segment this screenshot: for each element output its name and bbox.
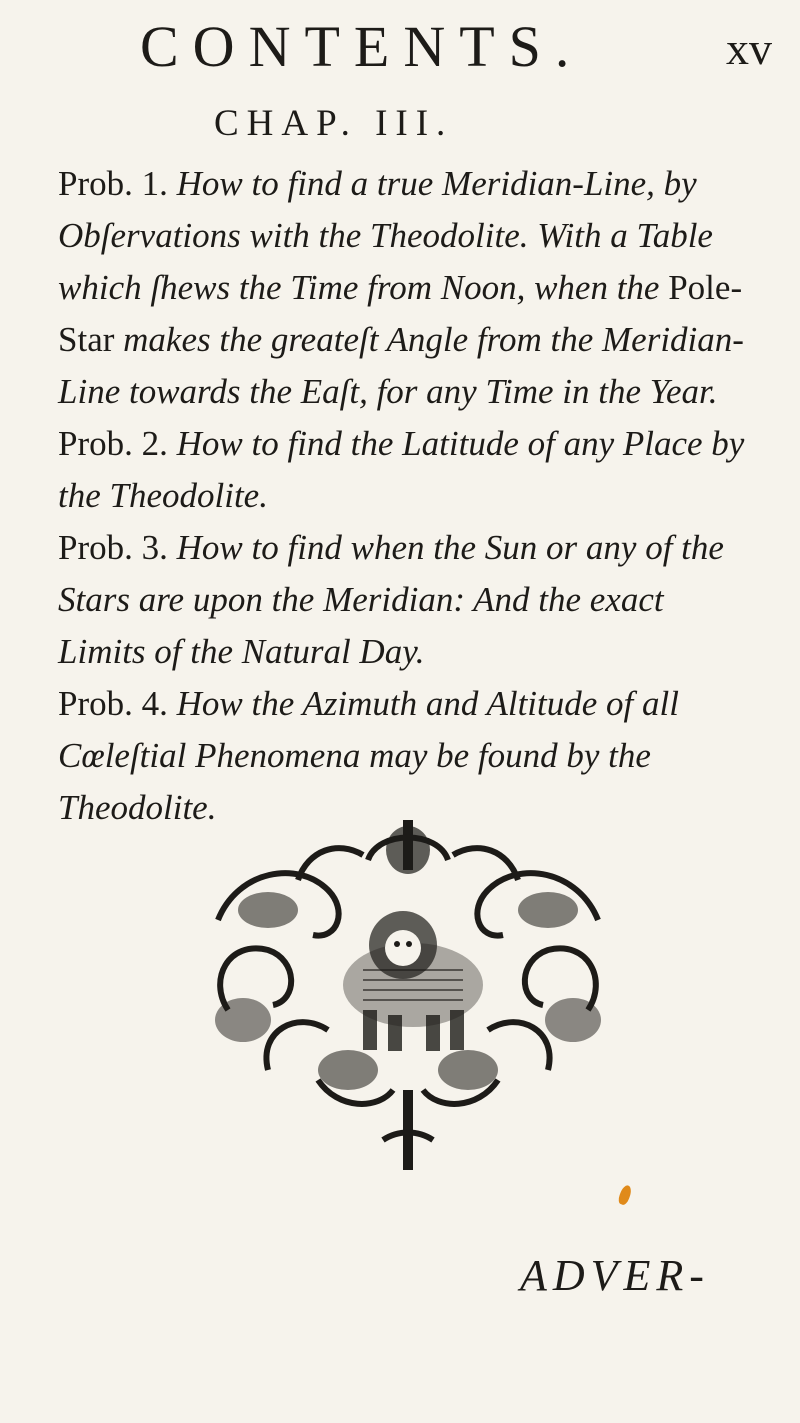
contents-list — [58, 158, 758, 834]
entry-title-continued: makes the greateſt Angle from the Meridian-Line towards the Eaſt, for any Time in the Year. — [58, 320, 744, 411]
entry-label: Prob. 3. — [58, 528, 168, 567]
entry-title-roman: Pole-Star — [58, 268, 743, 359]
contents-entry — [58, 522, 758, 678]
lion-tailpiece-ornament-icon — [198, 810, 618, 1180]
running-title: CONTENTS. — [140, 14, 584, 79]
entry-label: Prob. 1. — [58, 164, 168, 203]
entry-label: Prob. 2. — [58, 424, 168, 463]
page-number: xv — [726, 23, 772, 74]
entry-title: How the Azimuth and Altitude of all Cœleſtial Phenomena may be found by the Theodolite. — [58, 684, 679, 827]
chapter-heading: CHAP. III. — [214, 103, 454, 144]
entry-title: How to find when the Sun or any of the Stars are upon the Meridian: And the exact Limits of the Natural Day. — [58, 528, 724, 671]
entry-title: How to find a true Meridian-Line, by Obſervations with the Theodolite. With a Table which ſhews the Time from Noon, when the — [58, 164, 713, 307]
catchword: ADVER- — [520, 1251, 710, 1300]
ink-speck — [617, 1184, 633, 1206]
entry-title: How to find the Latitude of any Place by the Theodolite. — [58, 424, 745, 515]
contents-entry — [58, 418, 758, 522]
contents-entry — [58, 158, 758, 418]
entry-label: Prob. 4. — [58, 684, 168, 723]
